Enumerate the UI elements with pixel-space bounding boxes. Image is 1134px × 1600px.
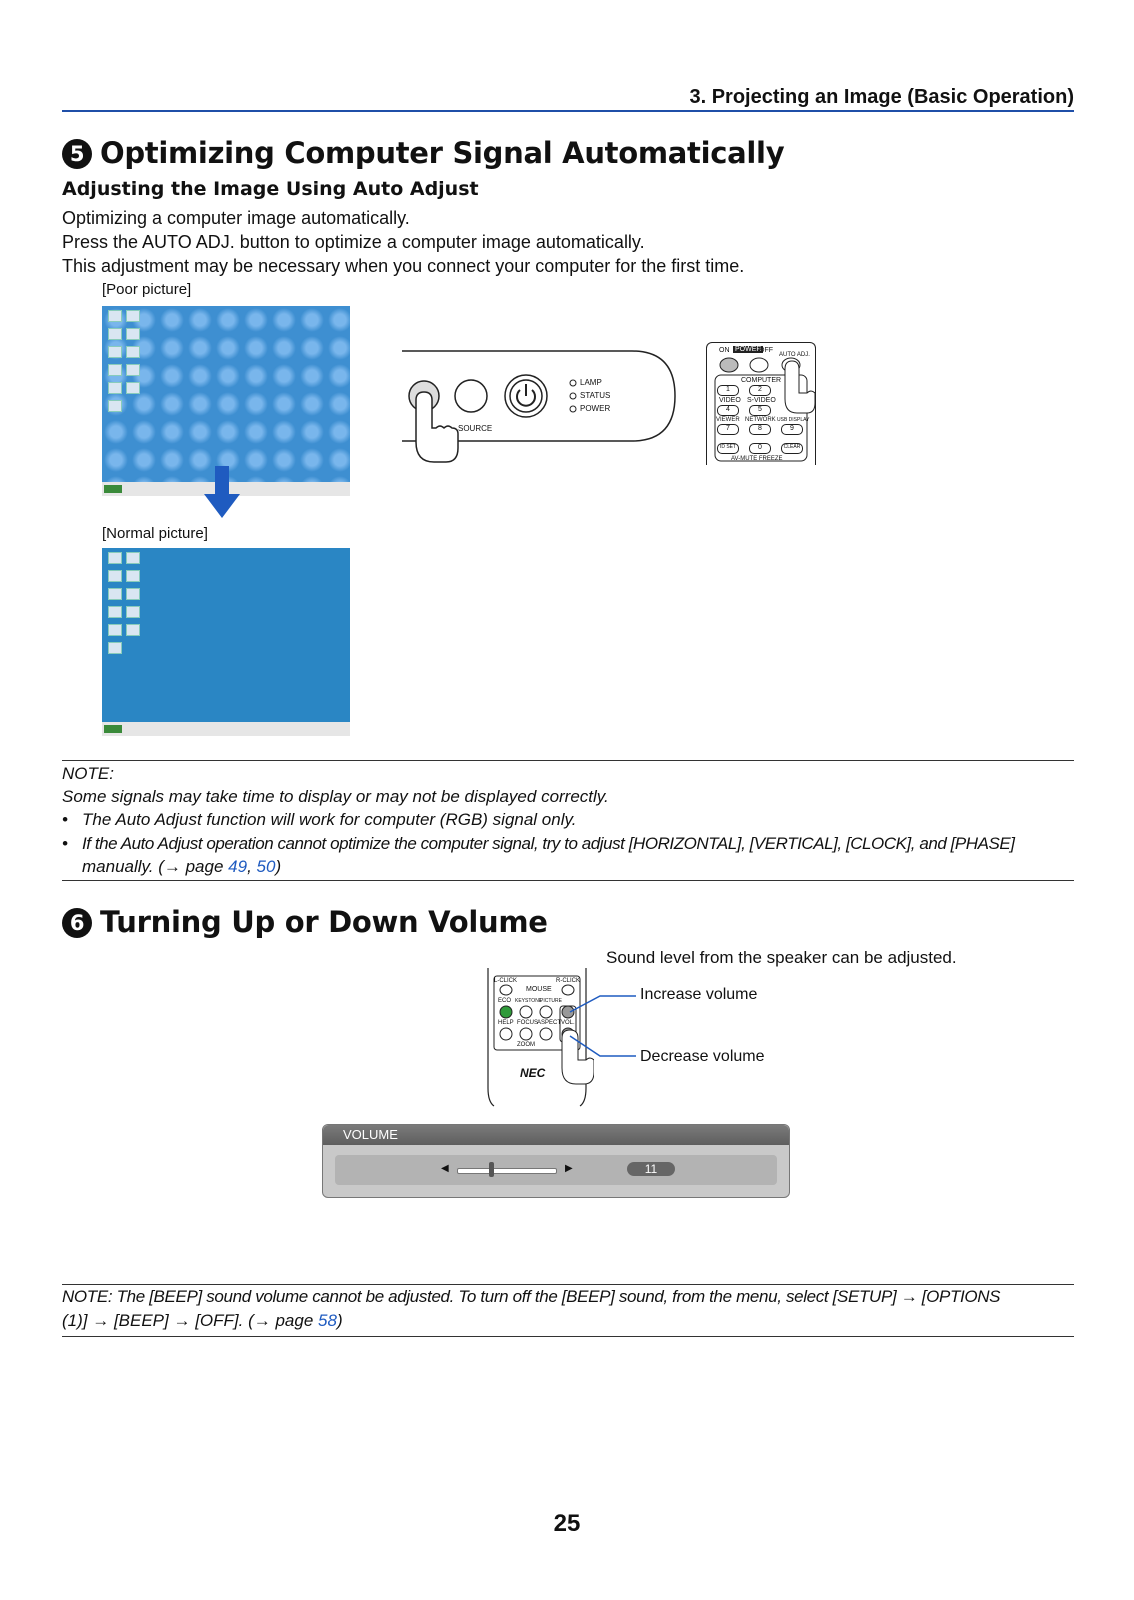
note2-line-1: NOTE: The [BEEP] sound volume cannot be adjusted. To turn off the [BEEP] sound, from the menu, select [SETUP] → [OPTIONS bbox=[62, 1287, 1001, 1306]
volume-increase-arrow-icon: ▶ bbox=[565, 1163, 573, 1174]
section5-number: 5 bbox=[62, 139, 92, 169]
remote-key-4: 4 bbox=[717, 405, 739, 416]
section6-heading bbox=[62, 905, 548, 939]
projector-control-panel bbox=[402, 350, 676, 442]
arrow-down-icon bbox=[202, 466, 242, 520]
volume-decrease-arrow-icon: ◀ bbox=[441, 1163, 449, 1174]
section6-title: Turning Up or Down Volume bbox=[100, 905, 548, 939]
remote-key-7: 7 bbox=[717, 424, 739, 435]
section5-subtitle: Adjusting the Image Using Auto Adjust bbox=[62, 178, 479, 200]
note1-line: Some signals may take time to display or may not be displayed correctly. bbox=[62, 787, 609, 806]
remote-lclick-label: L-CLICK bbox=[494, 978, 518, 984]
page-number: 25 bbox=[553, 1510, 581, 1537]
remote-off-label: OFF bbox=[759, 347, 773, 354]
volume-osd bbox=[322, 1124, 790, 1198]
indicator-label-lamp: LAMP bbox=[580, 378, 602, 387]
remote-on-label: ON bbox=[719, 347, 730, 354]
section6-description: Sound level from the speaker can be adjusted. bbox=[606, 948, 957, 967]
remote-key-1: 1 bbox=[717, 385, 739, 396]
volume-callout-lines bbox=[560, 984, 640, 1064]
link-page-50[interactable]: 50 bbox=[256, 857, 276, 876]
poor-picture-caption: [Poor picture] bbox=[102, 281, 192, 298]
link-page-58[interactable]: 58 bbox=[318, 1311, 337, 1330]
volume-osd-title: VOLUME bbox=[323, 1125, 789, 1145]
link-page-49[interactable]: 49 bbox=[228, 857, 248, 876]
normal-picture-caption: [Normal picture] bbox=[102, 525, 208, 542]
remote-aspect-label: ASPECT bbox=[537, 1020, 562, 1026]
remote-network-label: NETWORK bbox=[745, 417, 776, 423]
chapter-title: 3. Projecting an Image (Basic Operation) bbox=[689, 86, 1074, 108]
remote-key-clear: CLEAR bbox=[781, 443, 803, 454]
remote-eco-label: ECO bbox=[498, 998, 512, 1004]
remote-key-2: 2 bbox=[749, 385, 771, 396]
note2-rule-bottom bbox=[62, 1336, 1074, 1337]
volume-slider-thumb[interactable] bbox=[489, 1162, 494, 1177]
note1-label: NOTE: bbox=[62, 764, 114, 783]
volume-track-area bbox=[335, 1155, 777, 1185]
remote-zoom-label: ZOOM bbox=[517, 1042, 535, 1048]
volume-slider-track[interactable] bbox=[457, 1168, 557, 1174]
section5-title: Optimizing Computer Signal Automatically bbox=[100, 136, 785, 170]
section5-heading bbox=[62, 136, 784, 170]
remote-power-label: POWER bbox=[735, 346, 762, 353]
normal-picture-image bbox=[102, 548, 350, 736]
increase-volume-label: Increase volume bbox=[640, 986, 758, 1003]
remote-key-id-set: ID SET bbox=[717, 443, 739, 454]
body-line-3: This adjustment may be necessary when you connect your computer for the first time. bbox=[62, 256, 745, 276]
remote-vol-label: VOL. bbox=[561, 1020, 575, 1026]
note1-bullet-1: • The Auto Adjust function will work for computer (RGB) signal only. bbox=[62, 810, 577, 829]
remote-help-label: HELP bbox=[498, 1020, 514, 1026]
remote-viewer-label: VIEWER bbox=[716, 417, 740, 423]
note1-bullet-2: • If the Auto Adjust operation cannot optimize the computer signal, try to adjust [HORIZONTAL], [VERTICAL], [CLOCK], and [PHASE] bbox=[62, 834, 1015, 853]
remote-focus-label: FOCUS bbox=[517, 1020, 538, 1026]
note1-rule-top bbox=[62, 760, 1074, 761]
remote-keystone-label: KEYSTONE bbox=[515, 998, 543, 1004]
remote-computer-label: COMPUTER bbox=[741, 377, 782, 384]
note1-rule-bottom bbox=[62, 880, 1074, 881]
header-rule bbox=[62, 110, 1074, 112]
remote-auto-adj-label: AUTO ADJ. bbox=[779, 352, 810, 358]
remote-key-5: 5 bbox=[749, 405, 771, 416]
source-label: SOURCE bbox=[458, 424, 493, 433]
remote-key-9: 9 bbox=[781, 424, 803, 435]
remote-key-8: 8 bbox=[749, 424, 771, 435]
body-line-1: Optimizing a computer image automatically. bbox=[62, 208, 410, 228]
remote-avmute-freeze-label: AV-MUTE FREEZE bbox=[731, 456, 783, 462]
body-line-2: Press the AUTO ADJ. button to optimize a computer image automatically. bbox=[62, 232, 645, 252]
volume-value: 11 bbox=[627, 1162, 675, 1176]
nec-logo: NEC bbox=[520, 1066, 546, 1080]
note1-bullet-2-cont: manually. (→ page 49, 50) bbox=[82, 857, 282, 876]
remote-video-label: VIDEO bbox=[719, 397, 741, 404]
remote-svideo-label: S-VIDEO bbox=[747, 397, 776, 404]
note2-line-2: (1)] → [BEEP] → [OFF]. (→ page 58) bbox=[62, 1311, 343, 1330]
remote-rclick-label: R-CLICK bbox=[556, 978, 581, 984]
remote-picture-label: PICTURE bbox=[540, 998, 562, 1004]
indicator-label-power: POWER bbox=[580, 404, 611, 413]
remote-key-0: 0 bbox=[749, 443, 771, 454]
decrease-volume-label: Decrease volume bbox=[640, 1048, 765, 1065]
remote-usb-display-label: USB DISPLAY bbox=[777, 417, 810, 423]
remote-mouse-label: MOUSE bbox=[526, 986, 552, 993]
indicator-label-status: STATUS bbox=[580, 391, 611, 400]
remote-control-top bbox=[706, 342, 816, 465]
section6-number: 6 bbox=[62, 908, 92, 938]
note2-rule-top bbox=[62, 1284, 1074, 1285]
